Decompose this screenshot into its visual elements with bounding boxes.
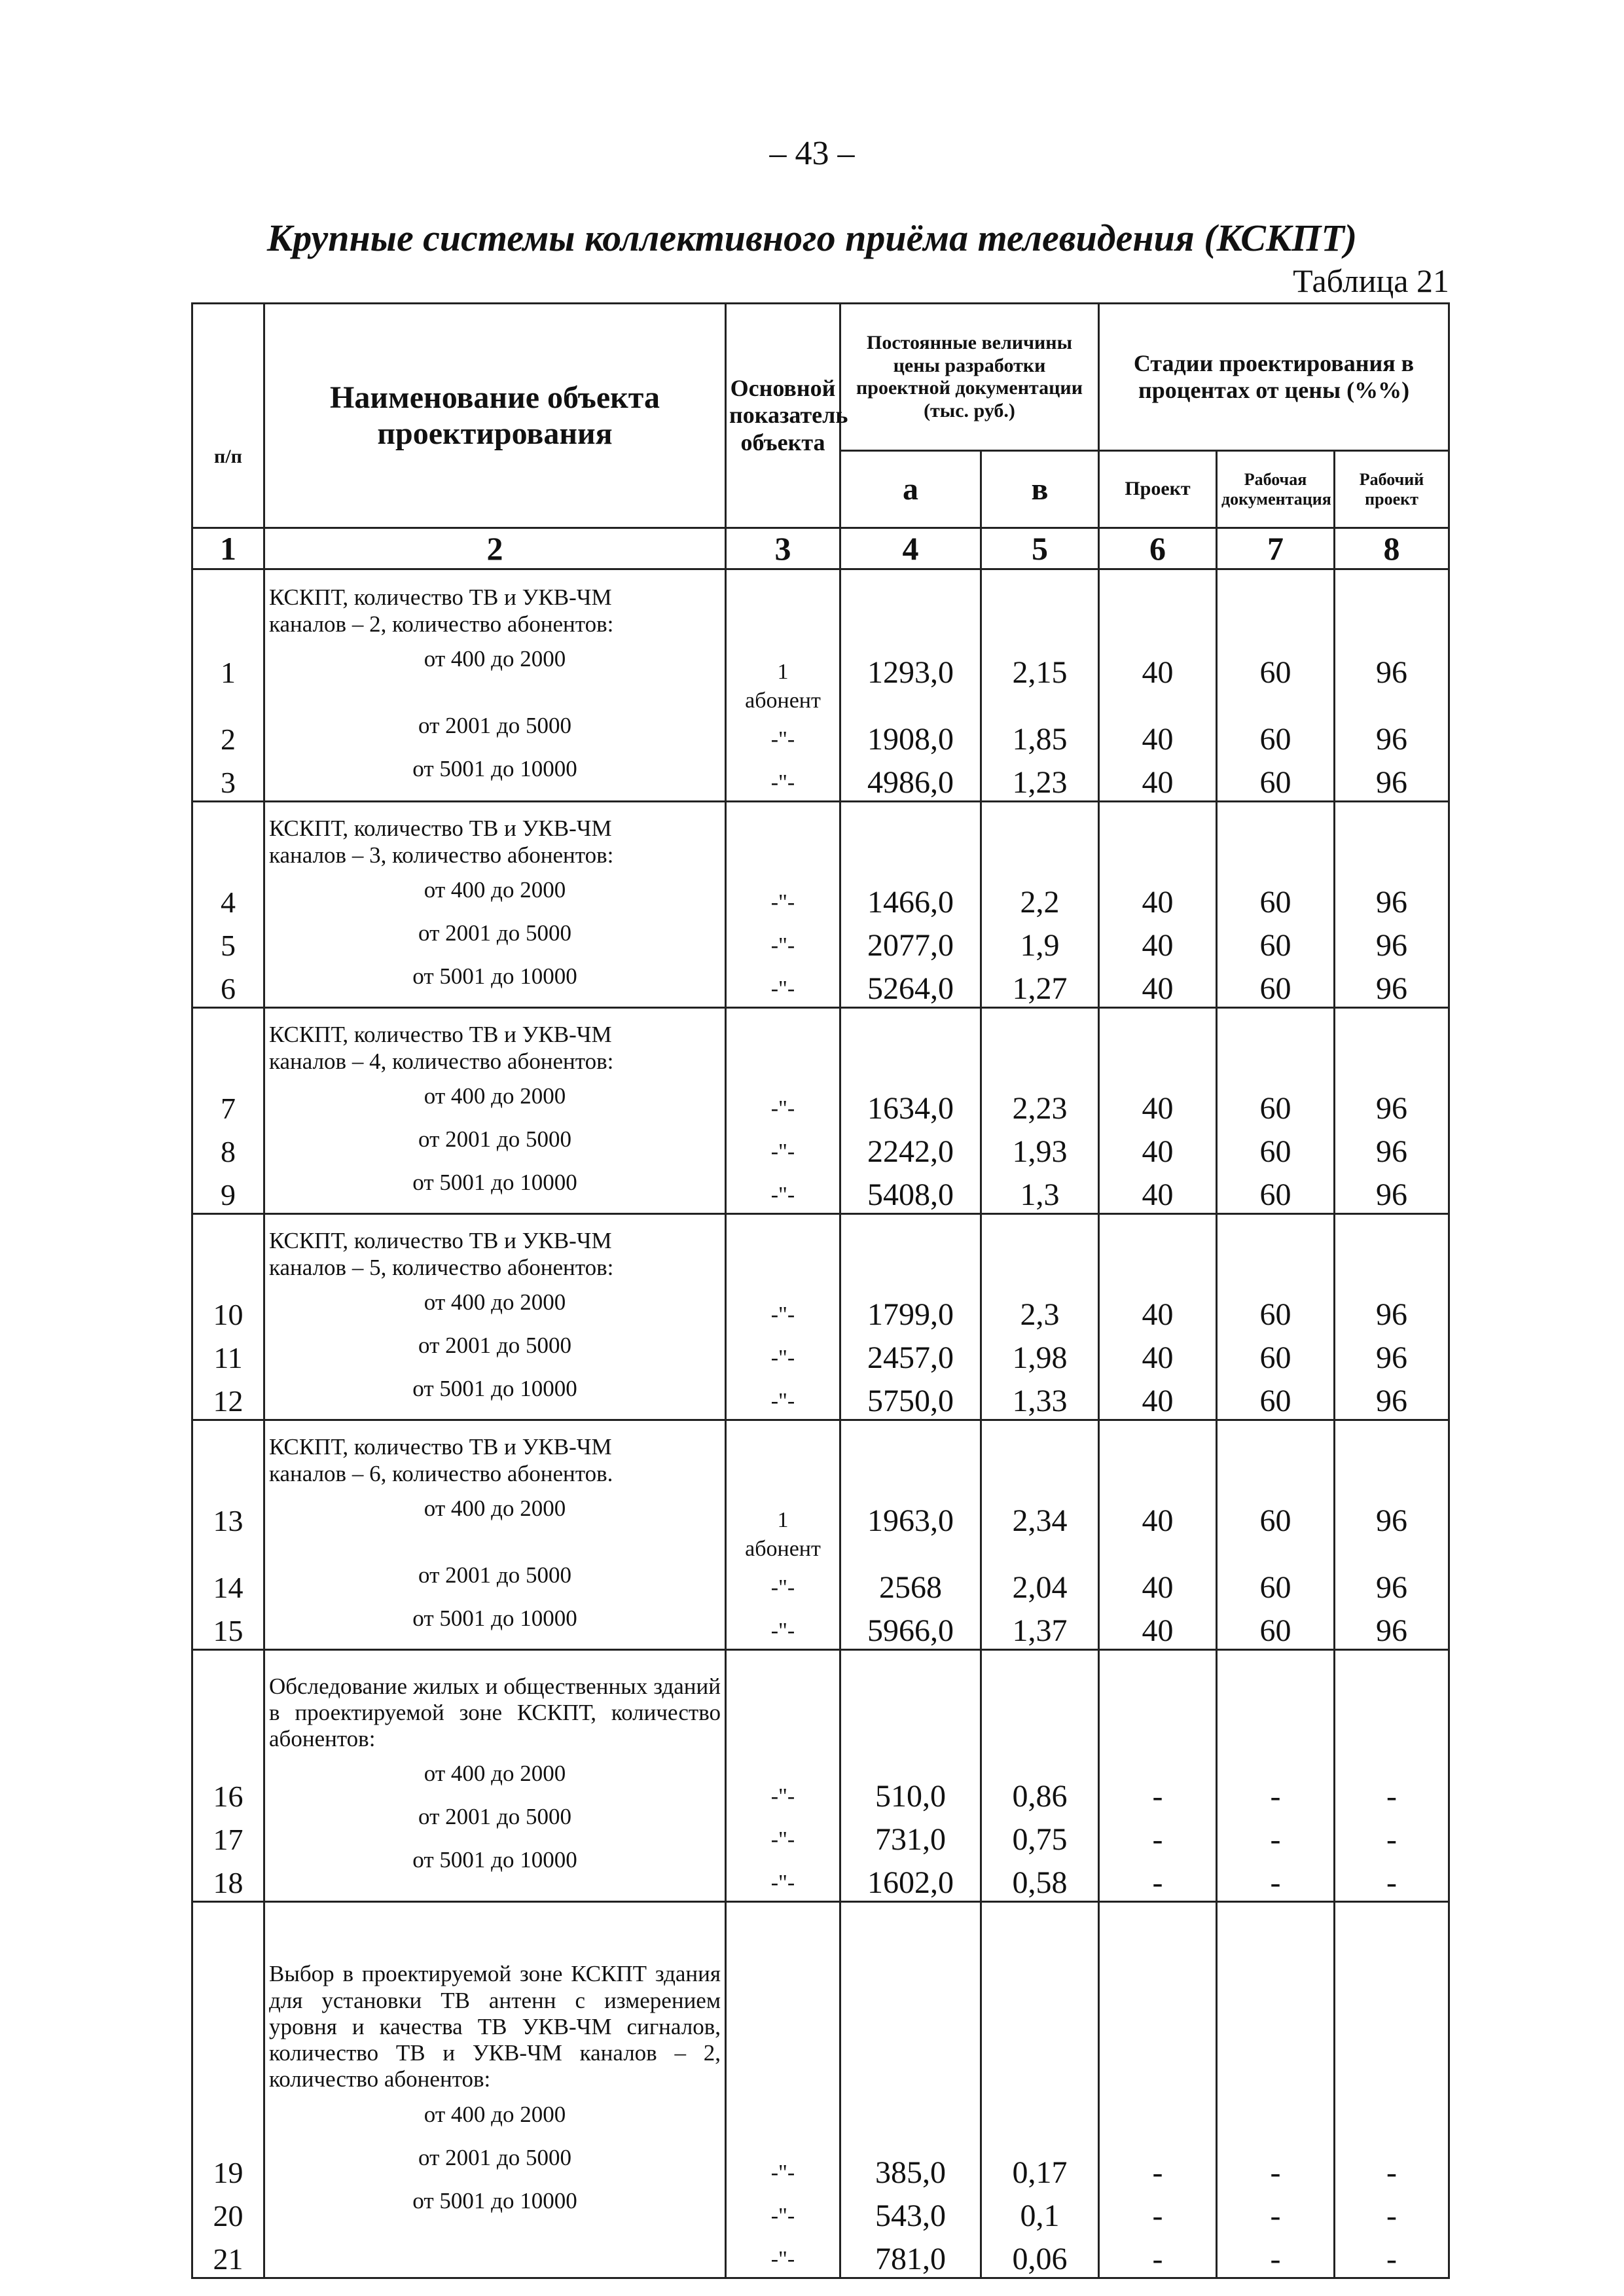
- basis-value: -"-: [770, 1389, 795, 1413]
- stage-working-docs-value: -: [1270, 2155, 1281, 2190]
- value-b: 1,93: [1012, 1134, 1068, 1169]
- row-number: 3: [221, 766, 236, 799]
- basis-value: -"-: [770, 2161, 795, 2185]
- value-b: 1,27: [1012, 971, 1068, 1006]
- stage-working-docs-value: 60: [1259, 971, 1291, 1006]
- value-b-column: [981, 802, 1099, 1008]
- stage-project-value: -: [1152, 2242, 1163, 2276]
- stage-working-project-value: 96: [1376, 722, 1408, 757]
- stage-working-project-value: -: [1386, 1822, 1397, 1857]
- stage-working-project-value: 96: [1376, 1384, 1408, 1418]
- value-a: 781,0: [875, 2242, 946, 2276]
- stage-project-value: 40: [1142, 1091, 1174, 1126]
- row-number: 13: [213, 1504, 244, 1537]
- value-b: 0,86: [1012, 1779, 1068, 1814]
- group-title-line: каналов – 6, количество абонентов.: [269, 1461, 613, 1486]
- value-b: 1,23: [1012, 765, 1068, 800]
- group-description: [264, 802, 726, 1008]
- stage-project-value: 40: [1142, 1134, 1174, 1169]
- row-number: 15: [213, 1614, 244, 1647]
- stage-project-value: 40: [1142, 655, 1174, 690]
- value-a: 510,0: [875, 1779, 946, 1814]
- value-a: 2457,0: [867, 1340, 954, 1375]
- stage-working-project-value: 96: [1376, 1340, 1408, 1375]
- column-number: 6: [1099, 528, 1217, 569]
- row-number: 5: [221, 929, 236, 962]
- row-number: 16: [213, 1780, 244, 1813]
- stage-working-docs-value: -: [1270, 1779, 1281, 1814]
- subscriber-range: от 2001 до 5000: [418, 1804, 571, 1830]
- group-title-line: Обследование жилых и общественных зданий в проектируемой зоне КСКПТ, количество абонентов:: [269, 1673, 721, 1752]
- group-description: [264, 1008, 726, 1214]
- value-b-column: [981, 1420, 1099, 1650]
- stage-working-project-value: 96: [1376, 928, 1408, 963]
- subscriber-range: от 2001 до 5000: [418, 713, 571, 739]
- group-description: [264, 1420, 726, 1650]
- value-b: 1,9: [1020, 928, 1060, 963]
- basis-value: -"-: [770, 770, 795, 795]
- stage-working-project-value: 96: [1376, 971, 1408, 1006]
- row-number: 2: [221, 723, 236, 756]
- row-number: 20: [213, 2199, 244, 2233]
- stage-project-value: 40: [1142, 765, 1174, 800]
- stage-working-docs-value: 60: [1259, 885, 1291, 920]
- header-stage-project: Проект: [1099, 451, 1217, 528]
- price-table: [191, 302, 1450, 2279]
- row-number-column: [192, 802, 264, 1008]
- basis-value-column: [726, 1008, 840, 1214]
- stage-working-docs-value: 60: [1259, 1384, 1291, 1418]
- value-a-column: [840, 1902, 981, 2278]
- value-b: 2,15: [1012, 655, 1068, 690]
- value-a: 1908,0: [867, 722, 954, 757]
- subscriber-range: от 400 до 2000: [424, 877, 566, 903]
- value-b-column: [981, 1008, 1099, 1214]
- group-block: [192, 1420, 1449, 1650]
- value-a: 4986,0: [867, 765, 954, 800]
- value-b: 0,1: [1020, 2198, 1060, 2233]
- basis-value-column: [726, 569, 840, 802]
- stage-working-docs-value-column: [1217, 1902, 1335, 2278]
- basis-value: -"-: [770, 1619, 795, 1643]
- value-a: 1466,0: [867, 885, 954, 920]
- group-block: [192, 1902, 1449, 2278]
- subscriber-range: от 2001 до 5000: [418, 1333, 571, 1359]
- group-block: [192, 1008, 1449, 1214]
- stage-working-project-value: 96: [1376, 1613, 1408, 1648]
- stage-project-value-column: [1099, 1650, 1217, 1902]
- group-block: [192, 569, 1449, 802]
- basis-value-column: [726, 1420, 840, 1650]
- basis-value: -"-: [770, 2247, 795, 2271]
- group-title-line: КСКПТ, количество ТВ и УКВ-ЧМ: [269, 584, 612, 610]
- group-title-line: каналов – 3, количество абонентов:: [269, 842, 614, 868]
- subscriber-range: от 400 до 2000: [424, 646, 566, 672]
- group-title-line: каналов – 4, количество абонентов:: [269, 1049, 614, 1074]
- basis-value: -"-: [770, 1346, 795, 1370]
- row-number: 9: [221, 1178, 236, 1211]
- row-number-column: [192, 1902, 264, 2278]
- stage-working-docs-value: -: [1270, 1822, 1281, 1857]
- row-number-column: [192, 569, 264, 802]
- row-number: 17: [213, 1823, 244, 1856]
- stage-working-project-value-column: [1335, 802, 1449, 1008]
- subscriber-range: от 400 до 2000: [424, 1083, 566, 1109]
- value-a: 2242,0: [867, 1134, 954, 1169]
- group-title-line: каналов – 5, количество абонентов:: [269, 1255, 614, 1280]
- stage-working-docs-value: 60: [1259, 1503, 1291, 1538]
- value-a-column: [840, 1420, 981, 1650]
- row-number: 11: [213, 1341, 243, 1374]
- column-number: 1: [192, 528, 264, 569]
- stage-project-value: 40: [1142, 1340, 1174, 1375]
- group-description: [264, 1214, 726, 1420]
- header-stage-working-docs: Рабочая документация: [1217, 451, 1335, 528]
- value-b: 1,85: [1012, 722, 1068, 757]
- stage-project-value-column: [1099, 1902, 1217, 2278]
- value-a: 5264,0: [867, 971, 954, 1006]
- row-number: 6: [221, 972, 236, 1005]
- stage-working-docs-value: 60: [1259, 1297, 1291, 1332]
- stage-project-value: -: [1152, 2198, 1163, 2233]
- stage-working-project-value-column: [1335, 1902, 1449, 2278]
- value-a: 385,0: [875, 2155, 946, 2190]
- stage-working-docs-value-column: [1217, 1650, 1335, 1902]
- value-b-column: [981, 1650, 1099, 1902]
- header-col-name: Наименование объекта проектирования: [264, 304, 726, 528]
- value-a: 1799,0: [867, 1297, 954, 1332]
- row-number: 12: [213, 1384, 244, 1418]
- value-a-column: [840, 1008, 981, 1214]
- stage-working-project-value: 96: [1376, 765, 1408, 800]
- basis-value: 1 абонент: [745, 1508, 821, 1561]
- stage-working-project-value: 96: [1376, 655, 1408, 690]
- stage-working-project-value: 96: [1376, 1177, 1408, 1212]
- basis-value: -"-: [770, 727, 795, 751]
- stage-working-docs-value: 60: [1259, 722, 1291, 757]
- header-stage-working-project: Рабочий проект: [1335, 451, 1449, 528]
- subscriber-range: от 2001 до 5000: [418, 1562, 571, 1588]
- group-description: [264, 1902, 726, 2278]
- row-number: 18: [213, 1866, 244, 1899]
- value-a: 5750,0: [867, 1384, 954, 1418]
- row-number-column: [192, 1008, 264, 1214]
- subscriber-range: от 5001 до 10000: [412, 2187, 577, 2214]
- row-number: 7: [221, 1092, 236, 1125]
- page-number: – 43 –: [769, 135, 855, 172]
- stage-project-value: -: [1152, 1865, 1163, 1900]
- value-a: 1963,0: [867, 1503, 954, 1538]
- value-b: 2,04: [1012, 1570, 1068, 1605]
- row-number-column: [192, 1650, 264, 1902]
- row-number: 1: [221, 656, 236, 689]
- stage-working-docs-value: 60: [1259, 765, 1291, 800]
- value-a: 2077,0: [867, 928, 954, 963]
- basis-value-column: [726, 1650, 840, 1902]
- column-number: 3: [726, 528, 840, 569]
- subscriber-range: от 2001 до 5000: [418, 1126, 571, 1153]
- header-col-basis: Основной показатель объекта: [726, 304, 840, 528]
- stage-working-docs-value: 60: [1259, 1340, 1291, 1375]
- group-block: [192, 1214, 1449, 1420]
- header-col-a: а: [840, 451, 981, 528]
- stage-project-value: 40: [1142, 885, 1174, 920]
- stage-working-docs-value: 60: [1259, 1134, 1291, 1169]
- stage-working-project-value: 96: [1376, 1091, 1408, 1126]
- stage-working-project-value: -: [1386, 1779, 1397, 1814]
- stage-working-project-value: -: [1386, 2198, 1397, 2233]
- value-b: 1,3: [1020, 1177, 1060, 1212]
- column-number: 5: [981, 528, 1099, 569]
- row-number: 14: [213, 1571, 244, 1604]
- stage-working-project-value: 96: [1376, 1297, 1408, 1332]
- stage-working-docs-value-column: [1217, 1420, 1335, 1650]
- value-a-column: [840, 569, 981, 802]
- subscriber-range: от 5001 до 10000: [412, 1847, 577, 1873]
- value-b: 2,34: [1012, 1503, 1068, 1538]
- basis-value: -"-: [770, 1139, 795, 1164]
- stage-working-project-value: 96: [1376, 1570, 1408, 1605]
- header-const-group: Постоянные величины цены разработки проектной документации (тыс. руб.): [840, 304, 1099, 451]
- value-a: 1634,0: [867, 1091, 954, 1126]
- value-a-column: [840, 1214, 981, 1420]
- group-description: [264, 1650, 726, 1902]
- value-b: 0,17: [1012, 2155, 1068, 2190]
- stage-project-value: 40: [1142, 1613, 1174, 1648]
- stage-working-project-value: 96: [1376, 1134, 1408, 1169]
- group-block: [192, 1650, 1449, 1902]
- row-number-column: [192, 1420, 264, 1650]
- stage-working-docs-value: 60: [1259, 1177, 1291, 1212]
- subscriber-range: от 5001 до 10000: [412, 1376, 577, 1402]
- group-description: [264, 569, 726, 802]
- group-title-line: каналов – 2, количество абонентов:: [269, 611, 614, 637]
- basis-value: -"-: [770, 1827, 795, 1852]
- stage-working-docs-value: 60: [1259, 655, 1291, 690]
- basis-value: -"-: [770, 2204, 795, 2228]
- table-label: Таблица 21: [1293, 262, 1449, 299]
- stage-working-project-value: -: [1386, 2155, 1397, 2190]
- stage-working-project-value: 96: [1376, 1503, 1408, 1538]
- subscriber-range: от 5001 до 10000: [412, 963, 577, 990]
- value-a: 731,0: [875, 1822, 946, 1857]
- stage-working-docs-value: -: [1270, 2242, 1281, 2276]
- value-b: 2,2: [1020, 885, 1060, 920]
- row-number-column: [192, 1214, 264, 1420]
- stage-project-value-column: [1099, 1008, 1217, 1214]
- value-a: 5408,0: [867, 1177, 954, 1212]
- stage-working-docs-value: 60: [1259, 928, 1291, 963]
- value-b-column: [981, 569, 1099, 802]
- stage-working-docs-value-column: [1217, 802, 1335, 1008]
- value-b: 1,37: [1012, 1613, 1068, 1648]
- subscriber-range: от 400 до 2000: [424, 2101, 566, 2127]
- stage-project-value: 40: [1142, 722, 1174, 757]
- header-stages-group: Стадии проектирования в процентах от цены (%%): [1099, 304, 1449, 451]
- stage-project-value: 40: [1142, 928, 1174, 963]
- group-block: [192, 802, 1449, 1008]
- stage-working-project-value: -: [1386, 2242, 1397, 2276]
- value-b: 2,3: [1020, 1297, 1060, 1332]
- stage-working-project-value-column: [1335, 569, 1449, 802]
- value-b: 1,33: [1012, 1384, 1068, 1418]
- value-a: 5966,0: [867, 1613, 954, 1648]
- basis-value: -"-: [770, 1575, 795, 1600]
- basis-value: 1 абонент: [745, 660, 821, 713]
- group-title-line: КСКПТ, количество ТВ и УКВ-ЧМ: [269, 815, 612, 841]
- stage-working-project-value-column: [1335, 1008, 1449, 1214]
- header-col-b: в: [981, 451, 1099, 528]
- basis-value: -"-: [770, 1871, 795, 1895]
- stage-working-docs-value: 60: [1259, 1613, 1291, 1648]
- stage-project-value: -: [1152, 1779, 1163, 1814]
- stage-working-project-value-column: [1335, 1420, 1449, 1650]
- basis-value-column: [726, 1214, 840, 1420]
- stage-working-docs-value: 60: [1259, 1570, 1291, 1605]
- value-b: 0,58: [1012, 1865, 1068, 1900]
- stage-project-value-column: [1099, 1420, 1217, 1650]
- stage-project-value: 40: [1142, 971, 1174, 1006]
- value-b: 2,23: [1012, 1091, 1068, 1126]
- subscriber-range: от 5001 до 10000: [412, 1605, 577, 1632]
- column-number: 2: [264, 528, 726, 569]
- basis-value-column: [726, 802, 840, 1008]
- stage-working-docs-value: -: [1270, 1865, 1281, 1900]
- group-title-line: КСКПТ, количество ТВ и УКВ-ЧМ: [269, 1021, 612, 1047]
- stage-project-value: 40: [1142, 1503, 1174, 1538]
- row-number: 19: [213, 2156, 244, 2189]
- basis-value: -"-: [770, 1096, 795, 1121]
- stage-working-docs-value: -: [1270, 2198, 1281, 2233]
- subscriber-range: от 2001 до 5000: [418, 2144, 571, 2170]
- subscriber-range: от 2001 до 5000: [418, 920, 571, 946]
- stage-project-value-column: [1099, 802, 1217, 1008]
- column-numbers-row: [192, 528, 1449, 569]
- basis-value: -"-: [770, 1784, 795, 1808]
- stage-working-docs-value: 60: [1259, 1091, 1291, 1126]
- value-a-column: [840, 1650, 981, 1902]
- subscriber-range: от 5001 до 10000: [412, 756, 577, 782]
- group-title-line: КСКПТ, количество ТВ и УКВ-ЧМ: [269, 1227, 612, 1253]
- row-number: 10: [213, 1298, 244, 1331]
- stage-project-value: 40: [1142, 1177, 1174, 1212]
- basis-value: -"-: [770, 933, 795, 958]
- basis-value: -"-: [770, 1183, 795, 1207]
- stage-working-project-value-column: [1335, 1650, 1449, 1902]
- stage-project-value-column: [1099, 569, 1217, 802]
- value-b-column: [981, 1214, 1099, 1420]
- stage-project-value: 40: [1142, 1384, 1174, 1418]
- stage-working-project-value-column: [1335, 1214, 1449, 1420]
- basis-value: -"-: [770, 977, 795, 1001]
- value-a: 1293,0: [867, 655, 954, 690]
- value-b-column: [981, 1902, 1099, 2278]
- stage-project-value: 40: [1142, 1570, 1174, 1605]
- value-a-column: [840, 802, 981, 1008]
- subscriber-range: от 400 до 2000: [424, 1289, 566, 1316]
- basis-value: -"-: [770, 890, 795, 914]
- stage-working-docs-value-column: [1217, 1214, 1335, 1420]
- value-b: 0,75: [1012, 1822, 1068, 1857]
- value-b: 0,06: [1012, 2242, 1068, 2276]
- column-number: 7: [1217, 528, 1335, 569]
- stage-working-project-value: -: [1386, 1865, 1397, 1900]
- stage-working-docs-value-column: [1217, 569, 1335, 802]
- group-title-line: Выбор в проектируемой зоне КСКПТ здания для установки ТВ антенн с измерением уровня и качества ТВ УКВ-ЧМ сигналов, количество ТВ и УКВ-ЧМ каналов – 2, количество абонентов:: [269, 1961, 721, 2092]
- subscriber-range: от 400 до 2000: [424, 1761, 566, 1787]
- stage-project-value-column: [1099, 1214, 1217, 1420]
- basis-value-column: [726, 1902, 840, 2278]
- value-b: 1,98: [1012, 1340, 1068, 1375]
- stage-project-value: 40: [1142, 1297, 1174, 1332]
- row-number: 8: [221, 1135, 236, 1168]
- value-a: 1602,0: [867, 1865, 954, 1900]
- row-number: 21: [213, 2242, 244, 2276]
- group-title-line: КСКПТ, количество ТВ и УКВ-ЧМ: [269, 1433, 612, 1460]
- basis-value: -"-: [770, 1302, 795, 1327]
- row-number: 4: [221, 886, 236, 919]
- header-col-number: п/п: [192, 304, 264, 528]
- subscriber-range: от 400 до 2000: [424, 1496, 566, 1522]
- value-a: 543,0: [875, 2198, 946, 2233]
- stage-working-project-value: 96: [1376, 885, 1408, 920]
- value-a: 2568: [879, 1570, 942, 1605]
- column-number: 8: [1335, 528, 1449, 569]
- stage-project-value: -: [1152, 2155, 1163, 2190]
- column-number: 4: [840, 528, 981, 569]
- page-title: Крупные системы коллективного приёма телевидения (КСКПТ): [266, 217, 1358, 259]
- stage-working-docs-value-column: [1217, 1008, 1335, 1214]
- subscriber-range: от 5001 до 10000: [412, 1170, 577, 1196]
- stage-project-value: -: [1152, 1822, 1163, 1857]
